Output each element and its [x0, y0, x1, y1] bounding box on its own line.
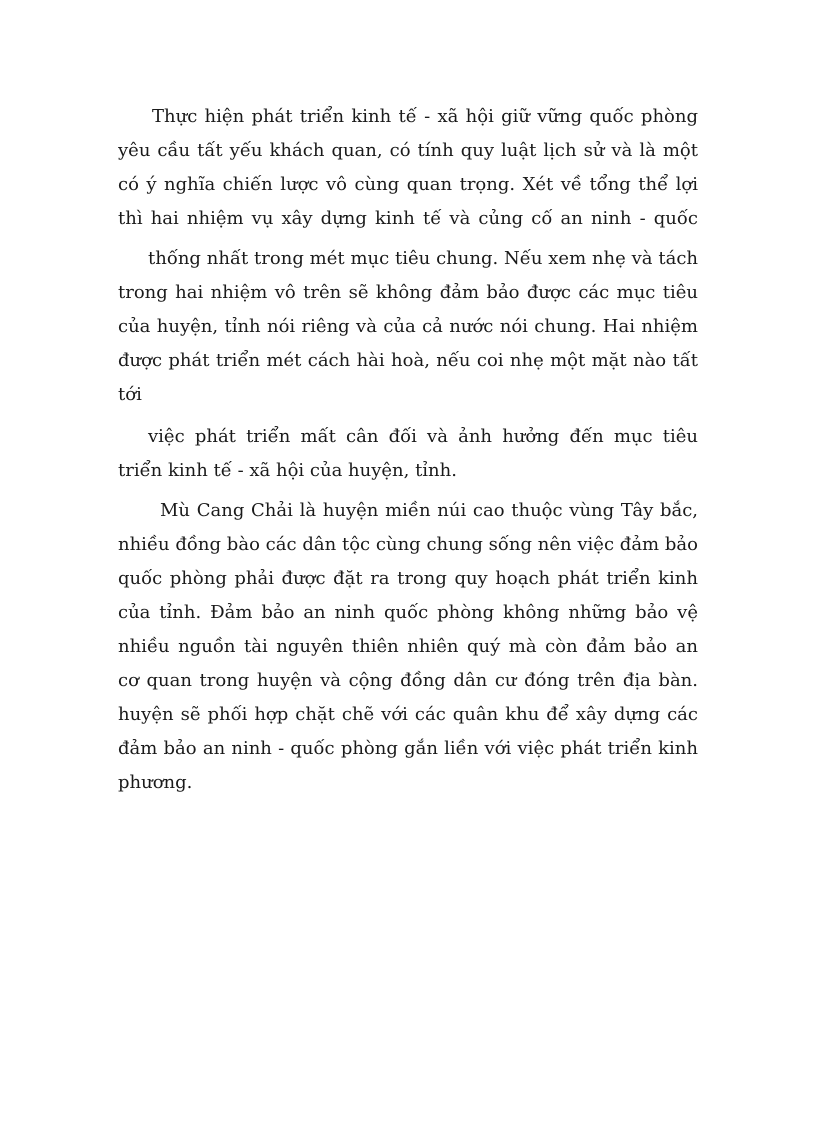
paragraph-4	[118, 494, 698, 800]
paragraph-2	[118, 242, 698, 412]
paragraph-2-line: thống nhất trong mét mục tiêu chung. Nếu xem nhẹ và tách	[148, 248, 698, 269]
paragraph-4-line: phương.	[118, 772, 193, 793]
paragraph-4-line: của tỉnh. Đảm bảo an ninh quốc phòng không những bảo vệ	[118, 602, 698, 623]
paragraph-1-line: yêu cầu tất yếu khách quan, có tính quy luật lịch sử và là một	[118, 140, 698, 161]
paragraph-3	[118, 420, 698, 488]
paragraph-2-line: của huyện, tỉnh nói riêng và của cả nước nói chung. Hai nhiệm	[118, 316, 698, 337]
paragraph-1-line: thì hai nhiệm vụ xây dựng kinh tế và củng cố an ninh - quốc	[118, 208, 698, 229]
paragraph-4-line: nhiều nguồn tài nguyên thiên nhiên quý mà còn đảm bảo an	[118, 636, 698, 657]
paragraph-2-line: trong hai nhiệm vô trên sẽ không đảm bảo được các mục tiêu	[118, 282, 698, 303]
paragraph-4-line: cơ quan trong huyện và cộng đồng dân cư đóng trên địa bàn.	[118, 670, 698, 691]
paragraph-3-line: việc phát triển mất cân đối và ảnh hưởng đến mục tiêu	[148, 426, 698, 447]
paragraph-4-line: huyện sẽ phối hợp chặt chẽ với các quân khu để xây dựng các	[118, 704, 698, 725]
paragraph-4-line: Mù Cang Chải là huyện miền núi cao thuộc vùng Tây bắc,	[160, 500, 698, 521]
paragraph-3-line: triển kinh tế - xã hội của huyện, tỉnh.	[118, 460, 457, 481]
paragraph-4-line: đảm bảo an ninh - quốc phòng gắn liền với việc phát triển kinh	[118, 738, 698, 759]
paragraph-1-line: có ý nghĩa chiến lược vô cùng quan trọng. Xét về tổng thể lợi	[118, 174, 698, 195]
paragraph-1	[118, 100, 698, 236]
paragraph-4-line: quốc phòng phải được đặt ra trong quy hoạch phát triển kinh	[118, 568, 698, 589]
paragraph-1-line: Thực hiện phát triển kinh tế - xã hội giữ vững quốc phòng	[152, 106, 698, 127]
paragraph-2-line: được phát triển mét cách hài hoà, nếu coi nhẹ một mặt nào tất	[118, 350, 698, 371]
paragraph-4-line: nhiều đồng bào các dân tộc cùng chung sống nên việc đảm bảo	[118, 534, 698, 555]
paragraph-2-line: tới	[118, 384, 142, 405]
